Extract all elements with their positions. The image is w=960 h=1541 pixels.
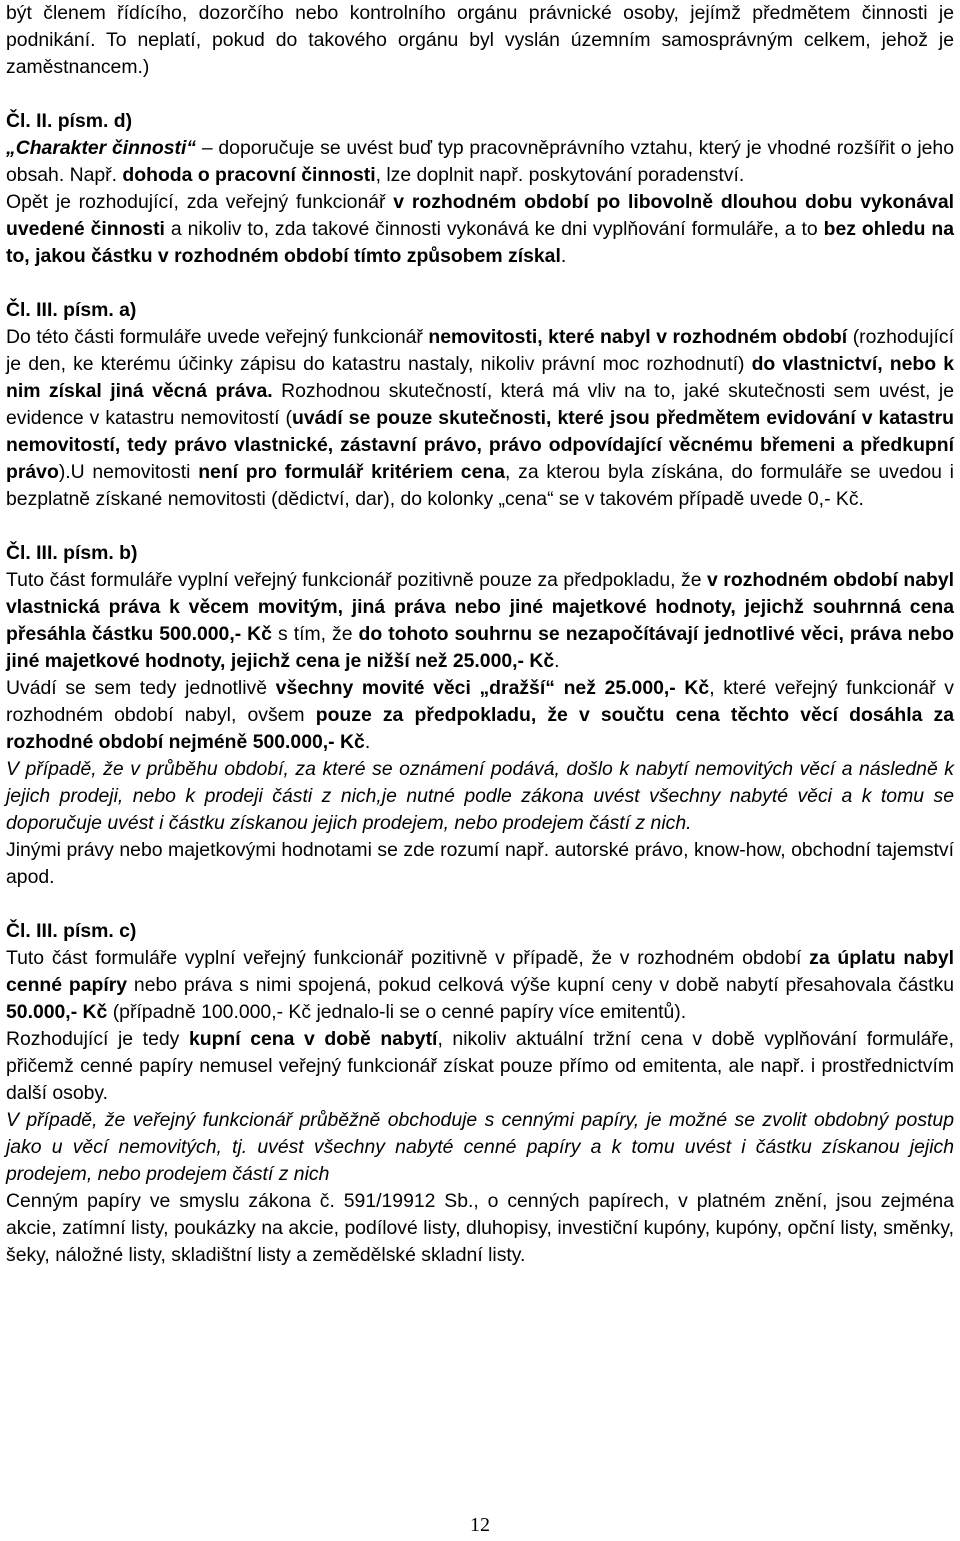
text-run: Do této části formuláře uvede veřejný funkcionář	[6, 326, 429, 348]
spacer	[6, 270, 954, 297]
paragraph-movite-veci-drazsi	[6, 675, 954, 756]
text-run: (případně 100.000,- Kč jednalo-li se o cenné papíry více emitentů).	[107, 1001, 687, 1023]
text-run: (rozhodující je den, ke kterému účinky zápisu do katastru nastaly, nikoliv právní moc rozhodnutí)	[6, 326, 955, 375]
text-run: v rozhodném období po libovolně dlouhou dobu vykonával uvedené činnosti	[6, 191, 954, 240]
text-run: s tím, že	[271, 623, 359, 645]
text-run: Cenným papíry ve smyslu zákona č. 591/19912 Sb., o cenných papírech, v platném znění, jsou zejména akcie, zatímní listy, poukázky na akcie, podílové listy, dluhopisy, investiční kupóny, kupóny, opční listy, směnky, šeky, náložné listy, skladištní listy a zemědělské skladní listy.	[6, 1190, 954, 1266]
text-run: 50.000,- Kč	[6, 1001, 108, 1023]
text-run: ).U nemovitosti	[58, 461, 199, 483]
text-run: .	[364, 731, 371, 753]
paragraph-intro	[6, 0, 954, 81]
paragraph-nemovitosti	[6, 324, 954, 513]
spacer	[6, 891, 954, 918]
text-run: „Charakter činnosti“	[6, 137, 197, 159]
text-run: , které veřejný funkcionář v rozhodném období nabyl, ovšem	[6, 677, 954, 726]
text-run: , lze doplnit např. poskytování poradenství.	[375, 164, 745, 186]
section-heading: Čl. III. písm. b)	[6, 542, 138, 564]
text-run: Tuto část formuláře vyplní veřejný funkcionář pozitivně v případě, že v rozhodném období	[6, 947, 810, 969]
text-run: bez ohledu na to, jakou částku v rozhodném období tímto způsobem získal	[6, 218, 954, 267]
paragraph-movite-veci	[6, 567, 954, 675]
text-run: v rozhodném období nabyl vlastnická práva k věcem movitým, jiná práva nebo jiné majetkové hodnoty, jejichž souhrnná cena přesáhla částku 500.000,- Kč	[6, 569, 954, 645]
paragraph-kupni-cena	[6, 1026, 954, 1107]
text-run: Jinými právy nebo majetkovými hodnotami se zde rozumí např. autorské právo, know-how, obchodní tajemství apod.	[6, 839, 954, 888]
text-run: kupní cena v době nabytí	[188, 1028, 438, 1050]
paragraph-rozhodne-obdobi	[6, 189, 954, 270]
text-run: být členem řídícího, dozorčího nebo kontrolního orgánu právnické osoby, jejímž předmětem činnosti je podnikání. To neplatí, pokud do takového orgánu byl vyslán územním samosprávným celkem, jehož je zaměstnancem.)	[6, 2, 954, 78]
text-run: do tohoto souhrnu se nezapočítávají jednotlivé věci, práva nebo jiné majetkové hodnoty, jejichž cena je nižší než 25.000,- Kč	[6, 623, 954, 672]
spacer	[6, 513, 954, 540]
text-run: , za kterou byla získána, do formuláře se uvedou i bezplatně získané nemovitosti (dědictví, dar), do kolonky „cena“ se v takovém případě uvede 0,- Kč.	[6, 461, 954, 510]
text-run: do vlastnictví, nebo k nim získal jiná věcná práva.	[6, 353, 954, 402]
section-heading: Čl. II. písm. d)	[6, 110, 133, 132]
text-run: pouze za předpokladu, že v součtu cena těchto věcí dosáhla za rozhodné období nejméně 500.000,- Kč	[6, 704, 954, 753]
text-run: V případě, že v průběhu období, za které se oznámení podává, došlo k nabytí nemovitých věcí a následně k jejich prodeji, nebo k prodeji části z nich,je nutné podle zákona uvést všechny nabyté věci a k tomu se doporučuje uvést i částku získanou jejich prodejem, nebo prodejem částí z nich.	[6, 758, 954, 834]
paragraph-movite-veci-prodej	[6, 756, 954, 837]
text-run: .	[554, 650, 560, 672]
text-run: – doporučuje se uvést buď typ pracovněprávního vztahu, který je vhodné rozšířit o jeho obsah. Např.	[6, 137, 954, 186]
paragraph-obchodovani	[6, 1107, 954, 1188]
text-run: za úplatu nabyl cenné papíry	[6, 947, 954, 996]
text-run: .	[560, 245, 567, 267]
text-run: všechny movité věci „dražší“ než 25.000,- Kč	[275, 677, 710, 699]
text-run: není pro formulář kritériem cena	[198, 461, 505, 483]
spacer	[6, 81, 954, 108]
text-run: uvádí se pouze skutečnosti, které jsou předmětem evidování v katastru nemovitostí, tedy právo vlastnické, zástavní právo, právo odpovídající věcnému břemeni a předkupní právo	[6, 407, 954, 483]
text-run: nebo práva s nimi spojená, pokud celková výše kupní ceny v době nabytí přesahovala částku	[127, 974, 954, 996]
document-page	[6, 0, 954, 1269]
text-run: a nikoliv to, zda takové činnosti vykonává ke dni vyplňování formuláře, a to	[164, 218, 824, 240]
text-run: Tuto část formuláře vyplní veřejný funkcionář pozitivně pouze za předpokladu, že	[6, 569, 707, 591]
text-run: Rozhodnou skutečností, která má vliv na to, jaké skutečnosti sem uvést, je evidence v katastru nemovitostí (	[6, 380, 954, 429]
text-run: Rozhodující je tedy	[6, 1028, 189, 1050]
paragraph-jina-prava	[6, 837, 954, 891]
section-heading: Čl. III. písm. a)	[6, 299, 137, 321]
text-run: , nikoliv aktuální tržní cena v době vyplňování formuláře, přičemž cenné papíry nemusel veřejný funkcionář získat pouze přímo od emitenta, ale např. i prostřednictvím další osoby.	[6, 1028, 954, 1104]
section-heading: Čl. III. písm. c)	[6, 920, 137, 942]
text-run: V případě, že veřejný funkcionář průběžně obchoduje s cennými papíry, je možné se zvolit obdobný postup jako u věcí nemovitých, tj. uvést všechny nabyté cenné papíry a k tomu uvést i částku získanou jejich prodejem, nebo prodejem částí z nich	[6, 1109, 954, 1185]
text-run: dohoda o pracovní činnosti	[122, 164, 376, 186]
page-number: 12	[470, 1514, 490, 1536]
text-run: Uvádí se sem tedy jednotlivě	[6, 677, 276, 699]
paragraph-zakon-cenne-papiry	[6, 1188, 954, 1269]
text-run: nemovitosti, které nabyl v rozhodném období	[428, 326, 848, 348]
text-run: Opět je rozhodující, zda veřejný funkcionář	[6, 191, 394, 213]
paragraph-charakter-cinnosti	[6, 135, 954, 189]
paragraph-cenne-papiry	[6, 945, 954, 1026]
